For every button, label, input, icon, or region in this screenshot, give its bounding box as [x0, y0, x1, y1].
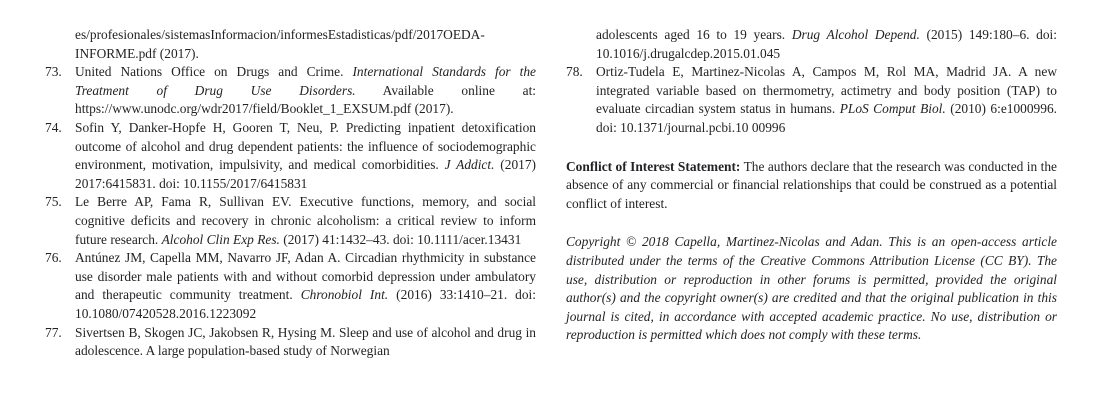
reference-text: United Nations Office on Drugs and Crime.	[75, 64, 353, 80]
reference-item-75	[45, 193, 536, 249]
copyright-text: Copyright © 2018 Capella, Martinez-Nicolas and Adan. This is an open-access article distributed under the terms of the Creative Commons Attribution License (CC BY). The use, distribution or reproduction in other forums is permitted, provided the original author(s) and the copyright owner(s) are credited and that the original publication in this journal is cited, in accordance with accepted academic practice. No use, distribution or reproduction is permitted which does not comply with these terms.	[566, 234, 1057, 343]
reference-item-76	[45, 249, 536, 323]
journal-name-italic: Chronobiol Int.	[300, 287, 389, 303]
reference-text: Ortiz-Tudela E, Martinez-Nicolas A, Campos M, Rol MA, Madrid JA. A new integrated variable based on thermometry, actimetry and body position (TAP) to evaluate circadian system status in humans.	[596, 64, 1057, 117]
conflict-of-interest-label: Conflict of Interest Statement:	[566, 158, 741, 174]
reference-72-continuation	[45, 26, 536, 63]
reference-number: 73.	[45, 64, 62, 80]
reference-item-74	[45, 119, 536, 193]
reference-text: (2010) 6:e1000996. doi: 10.1371/journal.pcbi.10 00996	[596, 101, 1057, 135]
reference-number: 78.	[566, 64, 583, 80]
reference-item-78	[566, 63, 1057, 137]
reference-text: adolescents aged 16 to 19 years.	[596, 27, 792, 42]
journal-name-italic: PLoS Comput Biol.	[839, 101, 946, 117]
conflict-of-interest-text: The authors declare that the research was conducted in the absence of any commercial or financial relationships that could be construed as a potential conflict of interest.	[566, 158, 1057, 211]
reference-text: (2015) 149:180–6. doi: 10.1016/j.drugalcdep.2015.01.045	[596, 27, 1057, 61]
reference-item-73	[45, 63, 536, 119]
reference-number: 77.	[45, 324, 62, 340]
reference-number: 76.	[45, 250, 62, 266]
journal-name-italic: J Addict.	[444, 157, 495, 173]
reference-text: Antúnez JM, Capella MM, Navarro JF, Adan A. Circadian rhythmicity in substance use disorder male patients with and without comorbid depression under ambulatory and therapeutic community treatment.	[75, 250, 536, 303]
references-column-right	[566, 26, 1057, 409]
reference-text: (2017) 41:1432–43. doi: 10.1111/acer.13431	[279, 231, 522, 247]
reference-number: 75.	[45, 194, 62, 210]
reference-77-continuation	[566, 26, 1057, 63]
journal-name-italic: Alcohol Clin Exp Res.	[161, 231, 280, 247]
reference-item-77	[45, 324, 536, 361]
reference-text: (2016) 33:1410–21. doi: 10.1080/07420528.2016.1223092	[75, 287, 536, 321]
book-title-italic: International Standards for the Treatment of Drug Use Disorders.	[75, 64, 536, 98]
reference-number: 74.	[45, 119, 62, 135]
reference-text: Sofin Y, Danker-Hopfe H, Gooren T, Neu, P. Predicting inpatient detoxification outcome of alcohol and drug dependent patients: the influence of sociodemographic environment, motivation, impulsivity, and medical comorbidities.	[75, 119, 536, 173]
reference-text: es/profesionales/sistemasInformacion/informesEstadisticas/pdf/2017OEDA-INFORME.pdf (2017).	[75, 27, 485, 61]
reference-text: Sivertsen B, Skogen JC, Jakobsen R, Hysing M. Sleep and use of alcohol and drug in adolescence. A large population-based study of Norwegian	[75, 324, 536, 359]
references-column-left	[45, 26, 536, 409]
journal-name-italic: Drug Alcohol Depend.	[791, 27, 920, 42]
reference-text: (2017) 2017:6415831. doi: 10.1155/2017/6415831	[75, 157, 536, 191]
reference-text: Available online at: https://www.unodc.org/wdr2017/field/Booklet_1_EXSUM.pdf (2017).	[75, 82, 537, 117]
conflict-of-interest-statement	[566, 158, 1057, 214]
copyright-notice	[566, 233, 1057, 345]
reference-text: Le Berre AP, Fama R, Sullivan EV. Executive functions, memory, and social cognitive deficits and recovery in chronic alcoholism: a critical review to inform future research.	[75, 194, 536, 247]
